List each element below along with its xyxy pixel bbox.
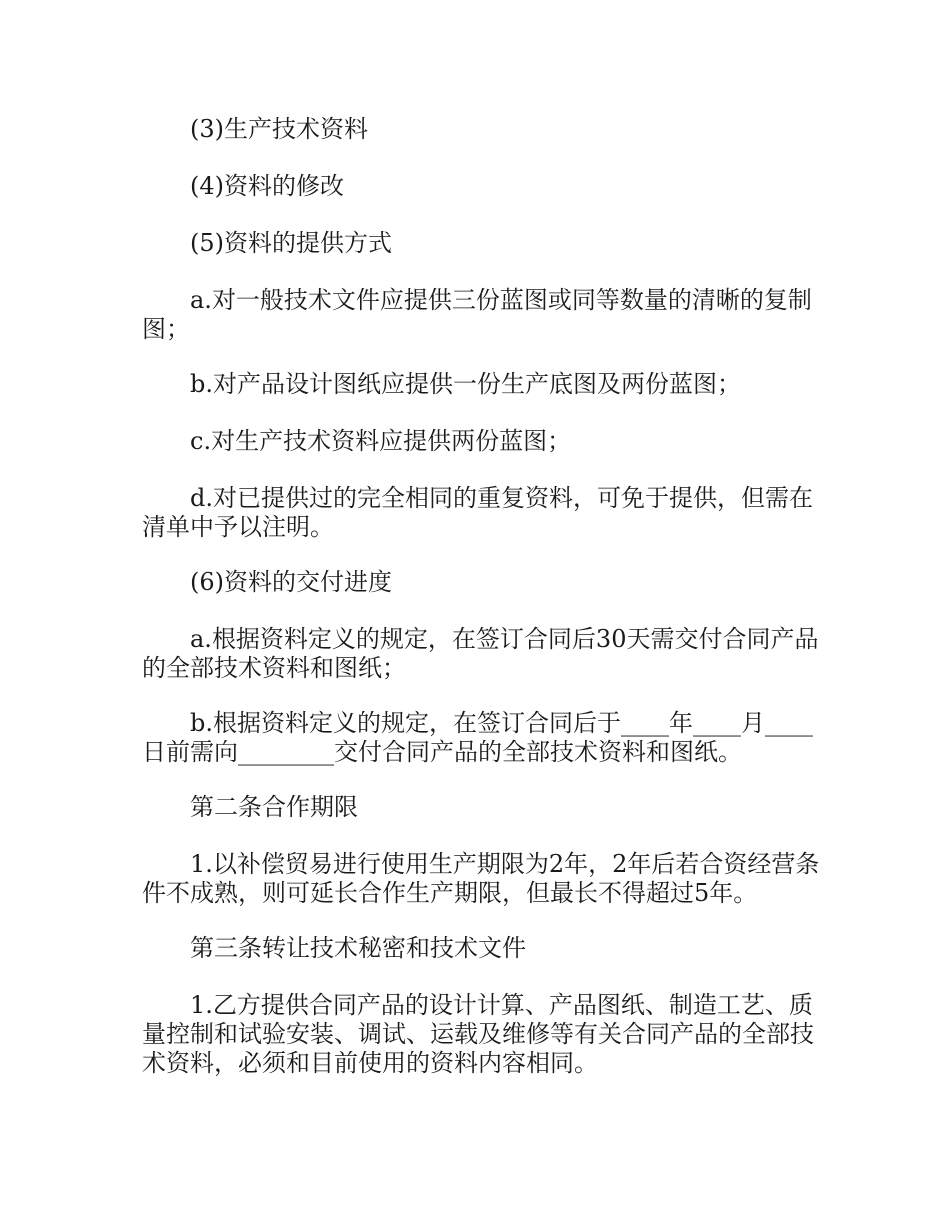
item-4-doc-modification: (4)资料的修改 — [190, 172, 344, 200]
article-3-clause-1: 1.乙方提供合同产品的设计计算、产品图纸、制造工艺、质量控制和试验安装、调试、运载及维修等有关合同产品的全部技术资料，必须和目前使用的资料内容相同。 — [142, 991, 814, 1077]
clause-5d: d.对已提供过的完全相同的重复资料，可免于提供，但需在清单中予以注明。 — [142, 484, 813, 541]
clause-5c: c.对生产技术资料应提供两份蓝图； — [190, 427, 572, 455]
article-2-heading: 第二条合作期限 — [190, 793, 358, 821]
clause-5a: a.对一般技术文件应提供三份蓝图或同等数量的清晰的复制图； — [142, 286, 812, 343]
article-3-heading: 第三条转让技术秘密和技术文件 — [190, 934, 526, 962]
item-6-delivery-schedule: (6)资料的交付进度 — [190, 568, 392, 596]
clause-6b: b.根据资料定义的规定，在签订合同后于____年____月____日前需向________交付合同产品的全部技术资料和图纸。 — [142, 709, 813, 766]
clause-5b: b.对产品设计图纸应提供一份生产底图及两份蓝图； — [190, 370, 741, 398]
item-3-production-tech-docs: (3)生产技术资料 — [190, 115, 368, 143]
clause-6a: a.根据资料定义的规定，在签订合同后30天需交付合同产品的全部技术资料和图纸； — [142, 625, 819, 682]
item-5-doc-delivery-method: (5)资料的提供方式 — [190, 229, 392, 257]
article-2-clause-1: 1.以补偿贸易进行使用生产期限为2年，2年后若合资经营条件不成熟，则可延长合作生产期限，但最长不得超过5年。 — [142, 850, 820, 907]
